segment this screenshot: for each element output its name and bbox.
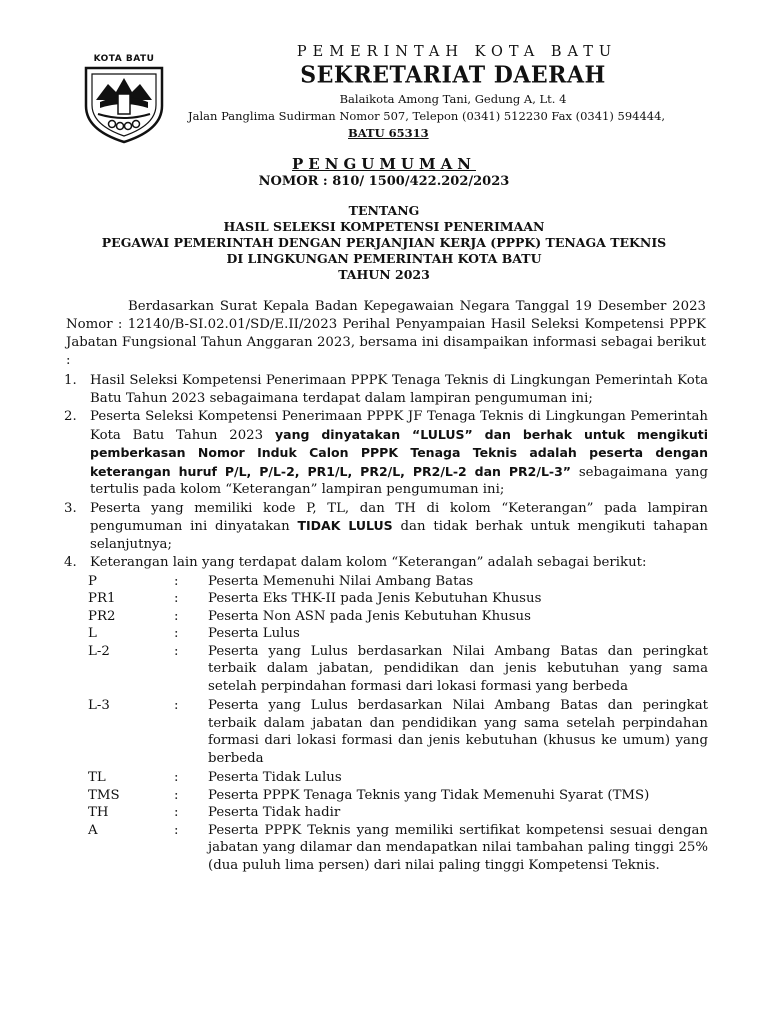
item-text: Keterangan lain yang terdapat dalam kolom “Keterangan” adalah sebagai berikut: xyxy=(90,555,647,570)
legend-desc: Peserta yang Lulus berdasarkan Nilai Ambang Batas dan peringkat terbaik dalam jabatan, pendidikan dan jenis kebutuhan yang sama setelah perpindahan formasi dari lokasi formasi yang berbeda xyxy=(208,643,708,694)
legend-code: PR1 xyxy=(88,591,116,606)
legend-row xyxy=(64,590,708,608)
legend-desc: Peserta Memenuhi Nilai Ambang Batas xyxy=(208,573,474,589)
legend-row xyxy=(64,804,708,822)
legend-code: A xyxy=(88,822,98,838)
legend-code: L-2 xyxy=(88,643,110,659)
legend-desc: Peserta Tidak Lulus xyxy=(208,770,342,785)
legend-code: PR2 xyxy=(88,608,116,624)
list-item xyxy=(64,408,708,499)
legend-colon: : xyxy=(174,822,179,838)
intro-paragraph: Berdasarkan Surat Kepala Badan Kepegawaian Negara Tanggal 19 Desember 2023 Nomor : 12140/B-SI.02.01/SD/E.II/2023 Perihal Penyampaian Hasil Seleksi Kompetensi PPPK Jabatan Fungsional Tahun Anggaran 2023, bersama ini disampaikan informasi sebagai berikut : xyxy=(66,299,706,368)
legend-row xyxy=(64,643,708,696)
legend-code: L-3 xyxy=(88,698,110,713)
subject-line-2: PEGAWAI PEMERINTAH DENGAN PERJANJIAN KERJA (PPPK) TENAGA TEKNIS xyxy=(101,235,667,250)
legend-desc: Peserta Non ASN pada Jenis Kebutuhan Khusus xyxy=(208,608,531,624)
legend-desc: Peserta PPPK Teknis yang memiliki sertifikat kompetensi sesuai dengan jabatan yang dilamar dan mendapatkan nilai tambahan paling tinggi 25% (dua puluh lima persen) dari nilai paling tinggi Kompetensi Teknis. xyxy=(208,822,708,873)
legend-row xyxy=(64,697,708,767)
item-text xyxy=(90,500,708,554)
address-line-1: Balaikota Among Tani, Gedung A, Lt. 4 xyxy=(339,92,567,106)
kota-batu-emblem-icon xyxy=(78,54,170,144)
subject-line-4: TAHUN 2023 xyxy=(338,267,430,282)
list-item xyxy=(64,372,708,407)
office-name: SEKRETARIAT DAERAH xyxy=(300,61,606,89)
item-text-part: Peserta yang memiliki kode P, TL, dan TH di kolom “Keterangan” pada lampiran pengumuman ini dinyatakan xyxy=(90,500,708,534)
legend-code: TH xyxy=(88,805,109,820)
numbered-list xyxy=(64,372,708,874)
subject-line-3: DI LINGKUNGAN PEMERINTAH KOTA BATU xyxy=(226,251,542,266)
legend-desc: Peserta yang Lulus berdasarkan Nilai Ambang Batas dan peringkat terbaik dalam jabatan dan pendidikan yang sama setelah perpindahan formasi dari lokasi formasi dan jenis kebutuhan (khusus ke umum) yang berbeda xyxy=(208,698,708,766)
legend-colon: : xyxy=(174,573,179,589)
legend-colon: : xyxy=(174,770,179,785)
item-text-bold: TIDAK LULUS xyxy=(297,518,393,533)
item-text-part: Peserta Seleksi Kompetensi Penerimaan PPPK JF Tenaga Teknis di Lingkungan Pemerintah Kota Batu Tahun 2023 xyxy=(90,409,708,443)
legend-list xyxy=(64,573,708,875)
list-item xyxy=(64,500,708,554)
subject-heading: TENTANG xyxy=(348,203,420,218)
legend-desc: Peserta Tidak hadir xyxy=(208,805,341,820)
item-number: 4. xyxy=(64,555,77,570)
legend-desc: Peserta PPPK Tenaga Teknis yang Tidak Memenuhi Syarat (TMS) xyxy=(208,787,650,803)
legend-colon: : xyxy=(174,608,179,624)
legend-desc: Peserta Eks THK-II pada Jenis Kebutuhan Khusus xyxy=(208,591,542,606)
legend-row xyxy=(64,769,708,787)
subject-line-1: HASIL SELEKSI KOMPETENSI PENERIMAAN xyxy=(223,219,545,234)
announcement-number: NOMOR : 810/ 1500/422.202/2023 xyxy=(258,174,510,189)
address-line-2: Jalan Panglima Sudirman Nomor 507, Telepon (0341) 512230 Fax (0341) 594444, xyxy=(188,109,666,123)
item-number: 1. xyxy=(64,373,77,388)
item-text-part: sebagaimana yang tertulis pada kolom “Keterangan” lampiran pengumuman ini; xyxy=(90,464,708,497)
legend-colon: : xyxy=(174,643,179,659)
legend-code: TMS xyxy=(88,787,120,803)
legend-colon: : xyxy=(174,805,179,820)
legend-colon: : xyxy=(174,698,179,713)
government-name: PEMERINTAH KOTA BATU xyxy=(296,44,618,60)
legend-row xyxy=(64,573,708,591)
logo-text: KOTA BATU xyxy=(93,54,155,64)
legend-desc: Peserta Lulus xyxy=(208,626,300,641)
address-line-3: BATU 65313 xyxy=(348,126,429,140)
item-number: 3. xyxy=(64,500,77,516)
legend-colon: : xyxy=(174,787,179,803)
letterhead-text xyxy=(188,44,718,140)
item-text-part: dan tidak berhak untuk mengikuti tahapan selanjutnya; xyxy=(90,519,709,552)
item-text xyxy=(90,408,708,499)
legend-code: L xyxy=(88,626,97,641)
legend-row xyxy=(64,625,708,643)
legend-code: TL xyxy=(88,770,106,785)
letterhead xyxy=(78,44,718,142)
list-item xyxy=(64,554,708,572)
legend-code: P xyxy=(88,573,97,589)
legend-row xyxy=(64,608,708,626)
item-text-bold: yang dinyatakan “LULUS” dan berhak untuk mengikuti pemberkasan Nomor Induk Calon PPPK Tenaga Teknis adalah peserta dengan keterangan huruf P/L, P/L-2, PR1/L, PR2/L, PR2/L-2 dan PR2/L-3” xyxy=(90,426,708,479)
item-text: Hasil Seleksi Kompetensi Penerimaan PPPK Tenaga Teknis di Lingkungan Pemerintah Kota Batu Tahun 2023 sebagaimana terdapat dalam lampiran pengumuman ini; xyxy=(90,373,708,406)
legend-row xyxy=(64,787,708,805)
item-number: 2. xyxy=(64,409,77,424)
legend-row xyxy=(64,822,708,875)
announcement-title: PENGUMUMAN xyxy=(292,155,476,173)
legend-colon: : xyxy=(174,626,179,641)
legend-colon: : xyxy=(174,591,179,606)
